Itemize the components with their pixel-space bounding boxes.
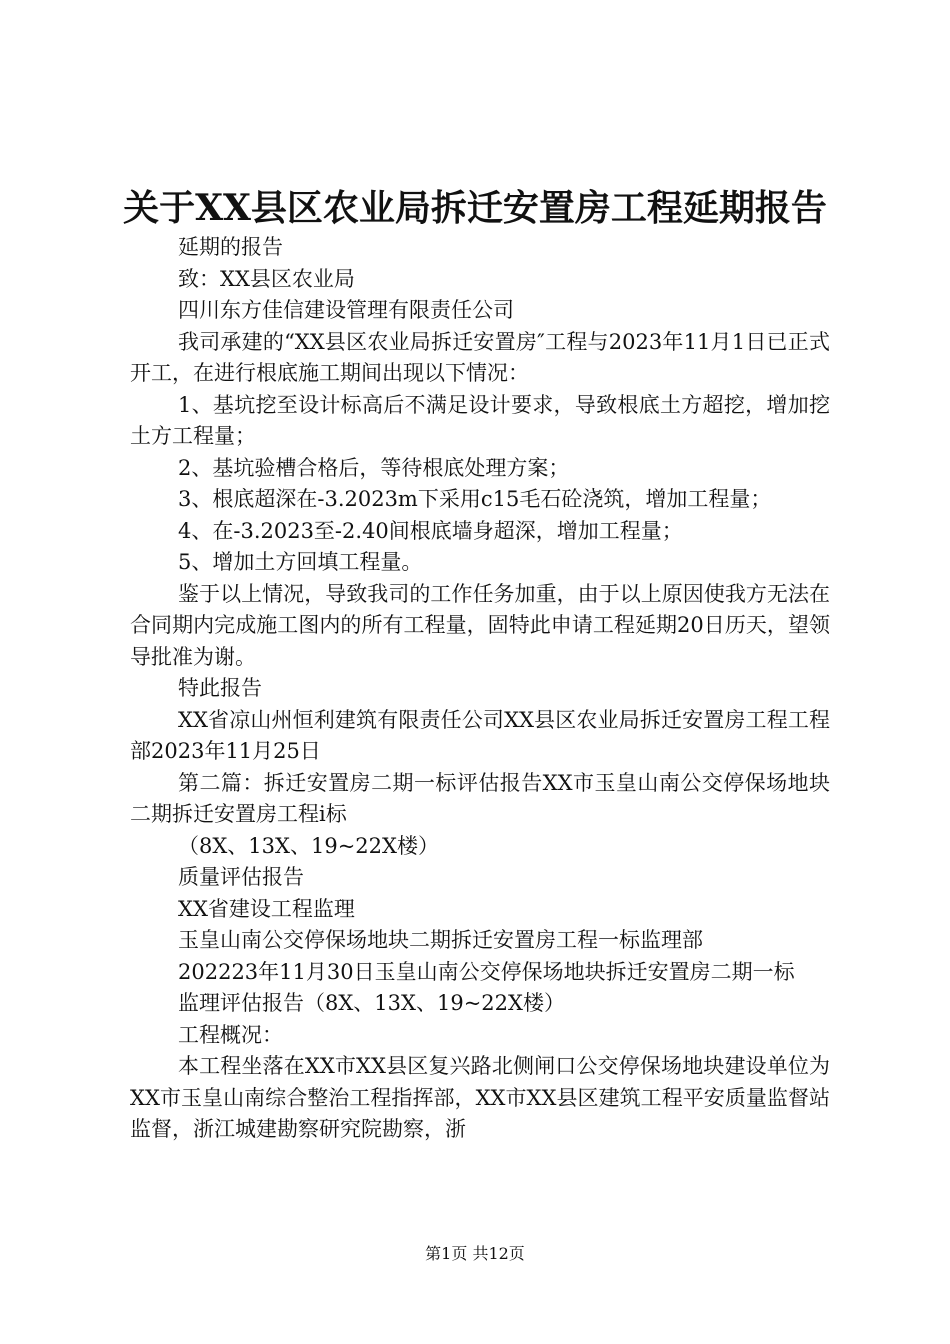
paragraph-item-3: 3、根底超深在-3.2023m下采用c15毛石砼浇筑，增加工程量； xyxy=(178,487,772,511)
paragraph-subtitle: 延期的报告 xyxy=(178,235,283,259)
paragraph-signature: XX省凉山州恒利建筑有限责任公司XX县区农业局拆迁安置房工程工程部2023年11月25日 xyxy=(130,707,830,763)
paragraph-sender: 四川东方佳信建设管理有限责任公司 xyxy=(178,298,514,322)
paragraph-conclusion: 鉴于以上情况，导致我司的工作任务加重，由于以上原因使我方无法在合同期内完成施工图内的所有工程量，固特此申请工程延期20日历天，望领导批准为谢。 xyxy=(130,581,830,669)
paragraph-overview-text: 本工程坐落在XX市XX县区复兴路北侧闸口公交停保场地块建设单位为XX市玉皇山南综合整治工程指挥部，XX市XX县区建筑工程平安质量监督站监督，浙江城建勘察研究院勘察，浙 xyxy=(130,1054,830,1141)
paragraph-date-project: 202223年11月30日玉皇山南公交停保场地块拆迁安置房二期一标 xyxy=(178,959,795,984)
paragraph-item-5: 5、增加土方回填工程量。 xyxy=(178,550,423,574)
document-body xyxy=(130,232,830,1146)
paragraph-intro: 我司承建的“XX县区农业局拆迁安置房″工程与2023年11月1日已正式开工，在进行根底施工期间出现以下情况： xyxy=(130,329,830,385)
paragraph-item-4: 4、在-3.2023至-2.40间根底墙身超深，增加工程量； xyxy=(178,518,683,543)
paragraph-supervision-dept: 玉皇山南公交停保场地块二期拆迁安置房工程一标监理部 xyxy=(178,928,703,952)
paragraph-item-2: 2、基坑验槽合格后，等待根底处理方案； xyxy=(178,455,570,480)
paragraph-quality-report: 质量评估报告 xyxy=(178,865,304,889)
document-title: 关于XX县区农业局拆迁安置房工程延期报告 xyxy=(123,187,827,229)
paragraph-overview-heading: 工程概况： xyxy=(178,1022,283,1047)
paragraph-closing: 特此报告 xyxy=(178,676,262,700)
paragraph-second-article-title: 第二篇：拆迁安置房二期一标评估报告XX市玉皇山南公交停保场地块二期拆迁安置房工程ⅰ标 xyxy=(130,770,830,826)
paragraph-eval-report: 监理评估报告（8X、13X、19~22X楼） xyxy=(178,991,565,1015)
paragraph-buildings: （8X、13X、19~22X楼） xyxy=(178,833,439,858)
paragraph-supervisor: XX省建设工程监理 xyxy=(178,896,355,921)
page-footer: 第1页 共12页 xyxy=(425,1244,525,1263)
paragraph-item-1: 1、基坑挖至设计标高后不满足设计要求，导致根底土方超挖，增加挖土方工程量； xyxy=(130,392,830,448)
paragraph-addressee: 致：XX县区农业局 xyxy=(178,266,355,291)
